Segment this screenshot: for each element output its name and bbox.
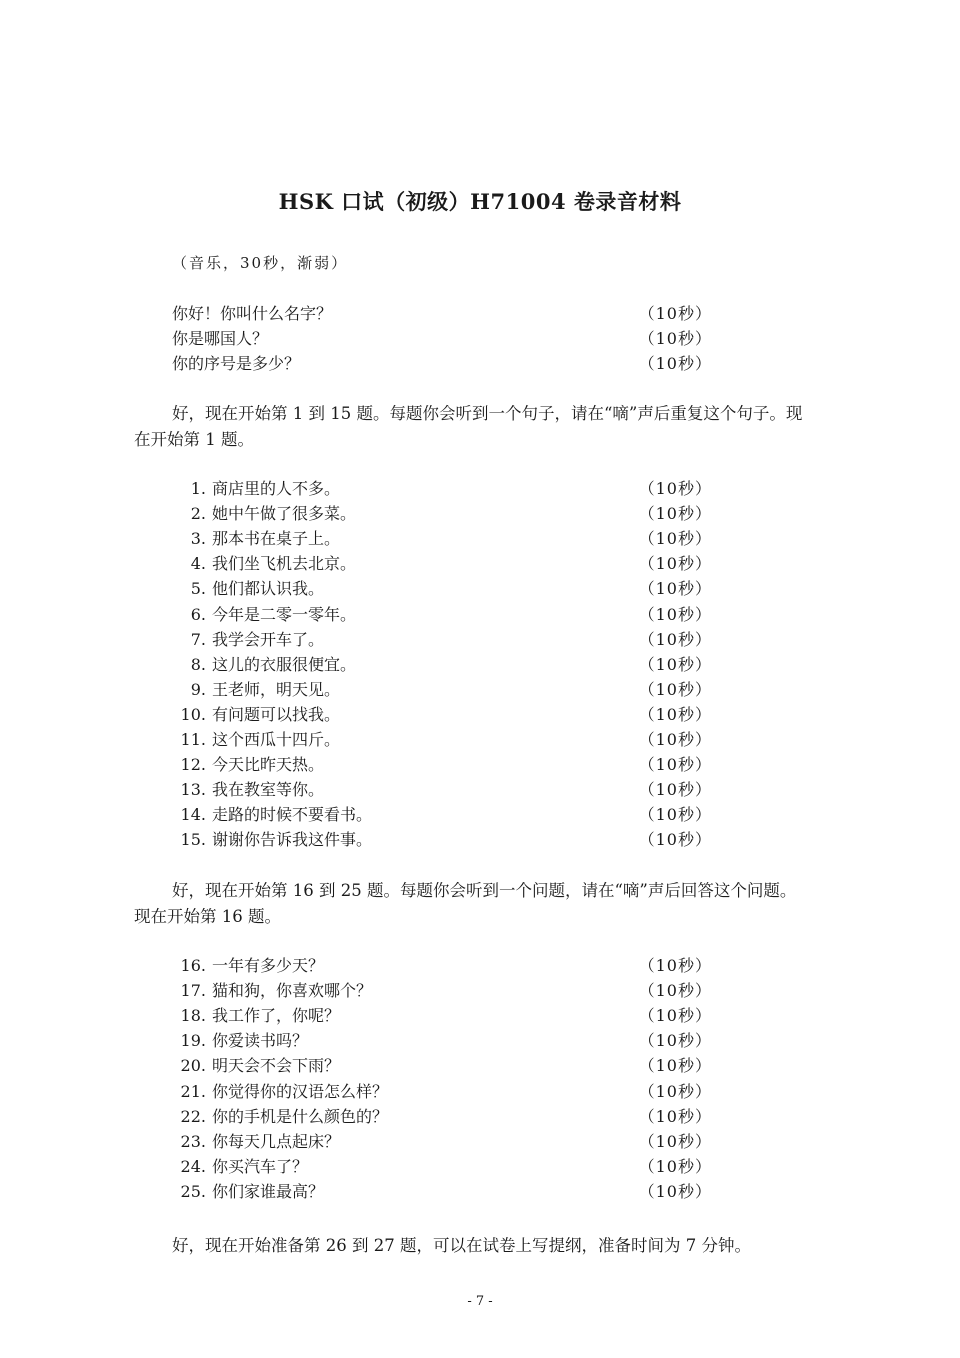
item-text: 商店里的人不多。 [212,479,341,498]
item-number: 4. [190,554,206,574]
item-text: 猫和狗，你喜欢哪个？ [212,981,373,1001]
list-item [172,1003,712,1028]
item-text: 今天比昨天热。 [212,755,325,775]
duration: （10秒） [638,479,712,498]
question-text: 你是哪国人？ [172,329,269,348]
item-number: 17. [180,981,206,1001]
duration: （10秒） [638,304,712,323]
item-text: 那本书在桌子上。 [212,529,341,549]
list-item [172,702,712,727]
list-item [172,551,712,576]
duration: （10秒） [638,1156,712,1176]
list-item [172,1028,712,1053]
item-text: 明天会不会下雨？ [212,1056,341,1076]
item-text: 你觉得你的汉语怎么样？ [212,1081,389,1101]
list-item [172,978,712,1003]
item-number: 3. [190,529,206,549]
duration: （10秒） [638,755,712,775]
item-number: 12. [180,755,206,775]
list-item [172,576,712,601]
list-item [172,827,712,852]
item-number: 7. [190,629,206,649]
item-number: 23. [180,1131,206,1151]
item-number: 2. [190,504,206,524]
duration: （10秒） [638,504,712,524]
duration: （10秒） [638,1106,712,1126]
duration: （10秒） [638,679,712,699]
duration: （10秒） [638,654,712,674]
duration: （10秒） [638,604,712,624]
item-text: 我学会开车了。 [212,629,325,649]
list-item [172,777,712,802]
list-item [172,1053,712,1078]
section3-instruction: 好，现在开始准备第 26 到 27 题，可以在试卷上写提纲，准备时间为 7 分钟。 [172,1236,751,1255]
item-number: 13. [180,780,206,800]
duration: （10秒） [638,1181,712,1201]
duration: （10秒） [638,730,712,749]
duration: （10秒） [638,780,712,800]
item-number: 10. [180,704,206,724]
list-item [172,1154,712,1179]
duration: （10秒） [638,1056,712,1076]
item-number: 14. [180,805,206,825]
item-text: 谢谢你告诉我这件事。 [212,830,373,850]
intro-question [172,326,712,351]
music-note: （音乐，30秒，渐弱） [172,254,349,272]
duration: （10秒） [638,704,712,724]
list-item [172,953,712,978]
list-item [172,1129,712,1154]
duration: （10秒） [638,554,712,574]
item-number: 18. [180,1006,206,1026]
duration: （10秒） [638,956,712,975]
item-text: 我们坐飞机去北京。 [212,554,357,574]
item-text: 他们都认识我。 [212,579,325,599]
list-item [172,1079,712,1104]
item-text: 走路的时候不要看书。 [212,805,373,825]
item-number: 11. [180,730,206,749]
list-item [172,677,712,702]
item-number: 20. [180,1056,206,1076]
intro-question [172,301,712,326]
section1-instruction: 好，现在开始第 1 到 15 题。每题你会听到一个句子，请在“嘀”声后重复这个句子。现在开始第 1 题。 [134,404,803,449]
item-text: 今年是二零一零年。 [212,604,357,624]
duration: （10秒） [638,1081,712,1101]
duration: （10秒） [638,529,712,549]
list-item [172,752,712,777]
list-item [172,476,712,501]
list-item [172,501,712,526]
duration: （10秒） [638,329,712,348]
list-item [172,1104,712,1129]
item-number: 16. [180,956,206,975]
item-text: 你的手机是什么颜色的？ [212,1106,389,1126]
item-text: 你每天几点起床？ [212,1131,341,1151]
item-number: 22. [180,1106,206,1126]
list-item [172,652,712,677]
item-text: 王老师，明天见。 [212,679,341,699]
duration: （10秒） [638,981,712,1001]
item-text: 这儿的衣服很便宜。 [212,654,357,674]
section2-instruction: 好，现在开始第 16 到 25 题。每题你会听到一个问题，请在“嘀”声后回答这个问题。现在开始第 16 题。 [134,881,797,926]
question-text: 你好！你叫什么名字？ [172,304,333,323]
item-number: 5. [190,579,206,599]
duration: （10秒） [638,1031,712,1051]
duration: （10秒） [638,805,712,825]
item-text: 这个西瓜十四斤。 [212,730,341,749]
item-number: 8. [190,654,206,674]
item-text: 她中午做了很多菜。 [212,504,357,524]
duration: （10秒） [638,830,712,850]
list-item [172,526,712,551]
item-text: 你们家谁最高？ [212,1181,325,1201]
item-text: 一年有多少天？ [212,956,325,975]
item-number: 25. [180,1181,206,1201]
page-number: - 7 - [467,1294,493,1309]
list-item [172,627,712,652]
item-number: 1. [190,479,206,498]
duration: （10秒） [638,629,712,649]
page-title: HSK 口试（初级）H71004 卷录音材料 [278,189,682,214]
item-number: 15. [180,830,206,850]
list-item [172,802,712,827]
item-number: 19. [180,1031,206,1051]
question-text: 你的序号是多少？ [172,354,301,373]
item-text: 有问题可以找我。 [212,704,341,724]
item-number: 9. [190,679,206,699]
duration: （10秒） [638,579,712,599]
duration: （10秒） [638,1131,712,1151]
item-number: 6. [190,604,206,624]
item-number: 21. [180,1081,206,1101]
duration: （10秒） [638,354,712,373]
item-text: 你买汽车了？ [212,1156,309,1176]
item-text: 我在教室等你。 [212,780,325,800]
item-text: 我工作了，你呢？ [212,1006,341,1026]
list-item [172,602,712,627]
intro-question [172,351,712,376]
item-number: 24. [180,1156,206,1176]
list-item [172,1179,712,1204]
duration: （10秒） [638,1006,712,1026]
list-item [172,727,712,752]
item-text: 你爱读书吗？ [212,1031,309,1051]
